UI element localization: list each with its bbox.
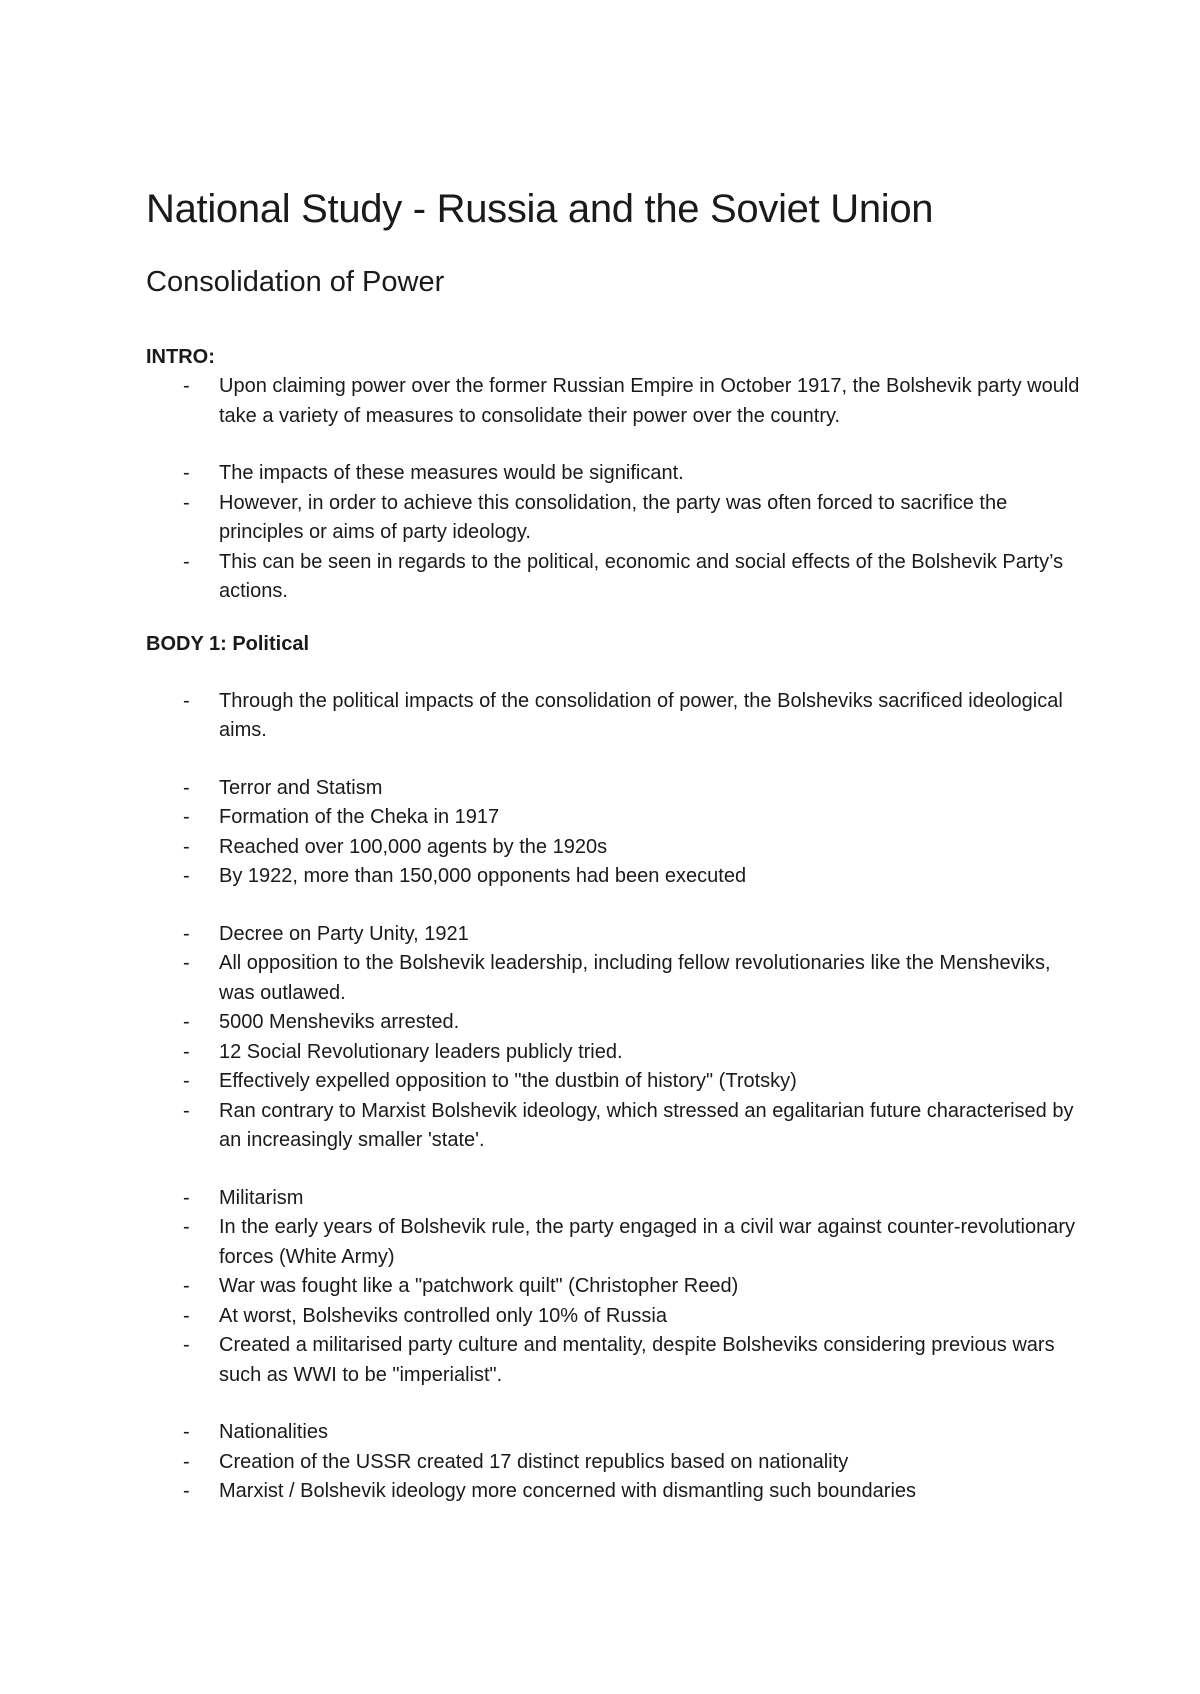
intro-bullet-item xyxy=(146,548,1086,607)
bullet-text: Creation of the USSR created 17 distinct republics based on nationality xyxy=(219,1450,849,1473)
bullet-dash: - xyxy=(183,1011,190,1033)
intro-bullet-item xyxy=(146,372,1086,431)
body1-bullet-item xyxy=(146,1038,1086,1068)
bullet-dash: - xyxy=(183,952,190,974)
bullet-dash: - xyxy=(183,491,190,514)
body1-bullet-item xyxy=(146,687,1086,746)
bullet-text: However, in order to achieve this consolidation, the party was often forced to sacrifice the principles or aims of party ideology. xyxy=(219,491,1008,543)
bullet-text: At worst, Bolsheviks controlled only 10% of Russia xyxy=(219,1304,667,1327)
intro-bullet-groups xyxy=(146,372,1086,607)
bullet-text: War was fought like a "patchwork quilt" (Christopher Reed) xyxy=(219,1275,739,1297)
body1-bullet-group xyxy=(146,1184,1086,1391)
bullet-text: In the early years of Bolshevik rule, the party engaged in a civil war against counter-revolutionary forces (White Army) xyxy=(219,1216,1076,1268)
body1-heading: BODY 1: Political xyxy=(146,632,310,655)
bullet-dash: - xyxy=(183,1275,190,1297)
bullet-dash: - xyxy=(183,1334,190,1356)
document-page xyxy=(146,180,1086,1507)
bullet-text: The impacts of these measures would be significant. xyxy=(219,462,684,484)
body1-bullet-item xyxy=(146,949,1086,1008)
bullet-dash: - xyxy=(183,1216,190,1238)
body1-bullet-item xyxy=(146,1477,1086,1507)
bullet-text: 12 Social Revolutionary leaders publicly tried. xyxy=(219,1040,623,1063)
bullet-dash: - xyxy=(183,550,190,573)
document-title: National Study - Russia and the Soviet Union xyxy=(146,187,934,231)
bullet-text: 5000 Mensheviks arrested. xyxy=(219,1011,460,1033)
bullet-text: This can be seen in regards to the political, economic and social effects of the Bolshevik Party’s actions. xyxy=(219,550,1064,602)
intro-heading: INTRO: xyxy=(146,346,215,368)
bullet-text: Decree on Party Unity, 1921 xyxy=(219,922,469,945)
document-subtitle: Consolidation of Power xyxy=(146,266,445,298)
bullet-dash: - xyxy=(183,865,190,887)
bullet-text: Effectively expelled opposition to "the dustbin of history" (Trotsky) xyxy=(219,1070,797,1092)
body1-bullet-item xyxy=(146,1302,1086,1332)
bullet-dash: - xyxy=(183,806,190,828)
body1-bullet-item xyxy=(146,1331,1086,1390)
body1-bullet-groups xyxy=(146,687,1086,1507)
bullet-dash: - xyxy=(183,922,190,945)
bullet-text: Created a militarised party culture and mentality, despite Bolsheviks considering previous wars such as WWI to be "imperialist". xyxy=(219,1334,1055,1386)
bullet-dash: - xyxy=(183,1070,190,1092)
body1-bullet-item xyxy=(146,1448,1086,1478)
bullet-text: Formation of the Cheka in 1917 xyxy=(219,806,500,828)
bullet-dash: - xyxy=(183,1099,190,1122)
body1-bullet-item xyxy=(146,1067,1086,1097)
bullet-dash: - xyxy=(183,1421,190,1443)
body1-bullet-item xyxy=(146,1184,1086,1214)
bullet-text: Nationalities xyxy=(219,1421,328,1443)
bullet-dash: - xyxy=(183,835,190,858)
body1-bullet-item xyxy=(146,1008,1086,1038)
bullet-dash: - xyxy=(183,776,190,799)
bullet-text: Militarism xyxy=(219,1186,304,1209)
bullet-text: All opposition to the Bolshevik leadership, including fellow revolutionaries like the Mensheviks, was outlawed. xyxy=(219,952,1051,1004)
intro-bullet-group xyxy=(146,459,1086,607)
bullet-dash: - xyxy=(183,1450,190,1473)
bullet-dash: - xyxy=(183,1186,190,1209)
body1-bullet-item xyxy=(146,833,1086,863)
body1-bullet-group xyxy=(146,1418,1086,1507)
body1-bullet-group xyxy=(146,920,1086,1156)
bullet-text: Ran contrary to Marxist Bolshevik ideology, which stressed an egalitarian future characterised by an increasingly smaller 'state'. xyxy=(219,1099,1074,1151)
body1-bullet-item xyxy=(146,774,1086,804)
body1-bullet-item xyxy=(146,803,1086,833)
bullet-text: Terror and Statism xyxy=(219,776,383,799)
body1-bullet-group xyxy=(146,687,1086,746)
bullet-dash: - xyxy=(183,1040,190,1063)
body1-bullet-item xyxy=(146,1213,1086,1272)
bullet-text: Reached over 100,000 agents by the 1920s xyxy=(219,835,608,858)
bullet-dash: - xyxy=(183,1304,190,1327)
bullet-text: Through the political impacts of the consolidation of power, the Bolsheviks sacrificed ideological aims. xyxy=(219,689,1063,741)
bullet-dash: - xyxy=(183,689,190,712)
body1-bullet-item xyxy=(146,862,1086,892)
intro-bullet-group xyxy=(146,372,1086,431)
intro-bullet-item xyxy=(146,459,1086,489)
bullet-dash: - xyxy=(183,462,190,484)
body1-bullet-item xyxy=(146,1418,1086,1448)
bullet-text: Upon claiming power over the former Russian Empire in October 1917, the Bolshevik party would take a variety of measures to consolidate their power over the country. xyxy=(219,375,1080,427)
bullet-dash: - xyxy=(183,1480,190,1502)
bullet-text: Marxist / Bolshevik ideology more concerned with dismantling such boundaries xyxy=(219,1480,917,1502)
body1-bullet-item xyxy=(146,1272,1086,1302)
bullet-text: By 1922, more than 150,000 opponents had been executed xyxy=(219,865,747,887)
body1-bullet-item xyxy=(146,1097,1086,1156)
body1-bullet-item xyxy=(146,920,1086,950)
bullet-dash: - xyxy=(183,375,190,397)
intro-bullet-item xyxy=(146,489,1086,548)
body1-bullet-group xyxy=(146,774,1086,892)
